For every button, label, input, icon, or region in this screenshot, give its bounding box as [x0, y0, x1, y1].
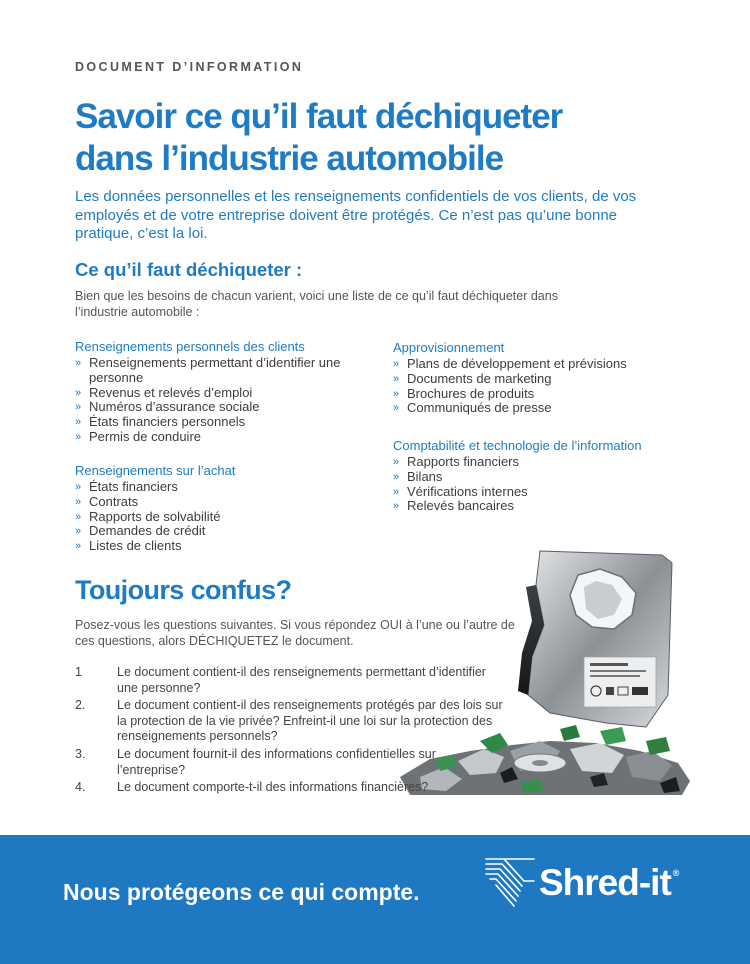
bullet-icon: » [393, 485, 400, 498]
list-item: » Rapports financiers [393, 454, 519, 469]
bullet-icon: » [75, 357, 82, 369]
question-text: Le document fournit-il des informations confidentielles sur l’entreprise? [117, 746, 436, 777]
question-number: 1 [75, 665, 82, 679]
bullet-icon: » [393, 456, 400, 468]
brand-name: Shred-it ® [539, 862, 679, 903]
bullet-icon: » [393, 387, 400, 400]
confused-heading: Toujours confus? [75, 575, 292, 605]
group-title: Renseignements personnels des clients [75, 339, 305, 354]
bullet-icon: » [393, 402, 400, 415]
list-item: » Bilans [393, 468, 443, 484]
bullet-list [393, 455, 713, 514]
question-item [75, 780, 505, 796]
group-accounting-it [393, 438, 713, 514]
question-item [75, 747, 505, 778]
question-item [75, 698, 505, 745]
group-title: Renseignements sur l’achat [75, 463, 236, 478]
bullet-icon: » [75, 386, 82, 399]
list-item: » Plans de développement et prévisions [393, 356, 627, 371]
list-item: » Listes de clients [75, 538, 182, 554]
question-number: 3. [75, 746, 86, 761]
page-title-line1: Savoir ce qu’il faut déchiqueter [75, 97, 563, 136]
question-text: Le document contient-il des renseignements protégés par des lois sur la protection de la vie privée? Enfreint-il une loi sur la protection des renseignements personnels? [117, 698, 503, 744]
list-item: » Brochures de produits [393, 385, 535, 401]
shred-it-logo-icon [484, 855, 536, 909]
footer-banner [0, 835, 750, 964]
question-item [75, 665, 505, 696]
bullet-icon: » [75, 540, 82, 553]
list-item: » Rapports de solvabilité [75, 508, 221, 524]
list-item: » Documents de marketing [393, 370, 552, 386]
question-list [75, 665, 505, 798]
bullet-icon: » [75, 525, 82, 538]
bullet-icon: » [75, 481, 82, 493]
bullet-icon: » [393, 500, 400, 513]
bullet-list [75, 356, 365, 445]
bullet-icon: » [75, 401, 82, 414]
list-item: » États financiers [75, 479, 178, 494]
bullet-icon: » [393, 470, 400, 483]
list-item: » Contrats [75, 493, 139, 509]
bullet-list [75, 480, 365, 554]
list-item: » Permis de conduire [75, 428, 201, 444]
bullet-icon: » [75, 416, 82, 429]
bullet-icon: » [75, 495, 82, 508]
group-personal-info [75, 339, 365, 445]
list-item: » Communiqués de presse [393, 400, 552, 416]
page-title [75, 96, 695, 180]
question-number: 4. [75, 780, 86, 795]
shred-heading: Ce qu’il faut déchiqueter : [75, 259, 303, 280]
list-item: » Renseignements permettant d’identifier une personne [75, 355, 341, 385]
registered-mark: ® [672, 868, 679, 878]
bullet-list [393, 357, 693, 416]
list-item: » Numéros d’assurance sociale [75, 399, 260, 415]
intro-paragraph: Les données personnelles et les renseignements confidentiels de vos clients, de vos employés et de votre entreprise doivent être protégés. Ce n’est pas qu’une bonne pratique, c’est la loi. [75, 188, 637, 242]
bullet-icon: » [393, 358, 400, 370]
page-title-line2: dans l’industrie automobile [75, 139, 504, 178]
group-purchase-info [75, 463, 365, 554]
confused-text: Posez-vous les questions suivantes. Si vous répondez OUI à l’une ou l’autre de ces questions, alors DÉCHIQUETEZ le document. [75, 618, 515, 648]
question-text: Le document contient-il des renseignements permettant d’identifier une personne? [117, 665, 486, 695]
brand-logo [484, 855, 714, 925]
document-eyebrow: DOCUMENT D’INFORMATION [75, 60, 304, 74]
bullet-icon: » [75, 510, 82, 523]
list-item: » Demandes de crédit [75, 523, 206, 539]
bullet-icon: » [393, 372, 400, 385]
group-title: Comptabilité et technologie de l’information [393, 438, 642, 453]
group-procurement [393, 340, 693, 416]
bullet-icon: » [75, 430, 82, 443]
question-number: 2. [75, 698, 86, 713]
shred-lead: Bien que les besoins de chacun varient, voici une liste de ce qu’il faut déchiqueter dans l’industrie automobile : [75, 289, 558, 319]
list-item: » États financiers personnels [75, 414, 246, 430]
list-item: » Vérifications internes [393, 483, 528, 499]
footer-tagline: Nous protégeons ce qui compte. [63, 879, 420, 905]
group-title: Approvisionnement [393, 340, 505, 355]
question-text: Le document comporte-t-il des informations financières? [117, 780, 429, 795]
list-item: » Relevés bancaires [393, 498, 514, 514]
list-item: » Revenus et relevés d’emploi [75, 384, 253, 400]
